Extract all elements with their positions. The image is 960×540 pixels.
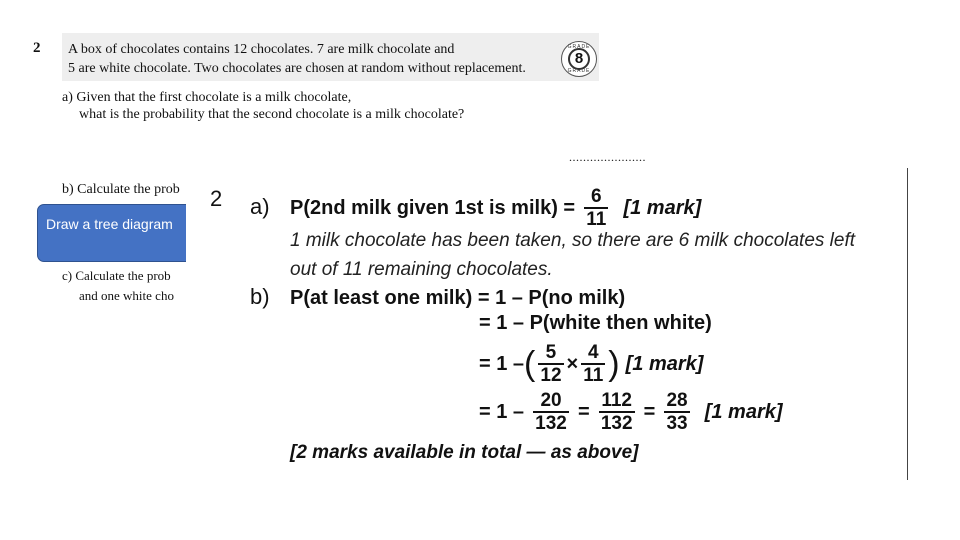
- fraction-denominator: 132: [600, 413, 633, 434]
- ms-part-b-line3-mark: [1 mark]: [625, 352, 704, 375]
- question-intro-line2: 5 are white chocolate. Two chocolates are chosen at random without replacement.: [68, 61, 526, 76]
- fraction-numerator: 112: [599, 390, 635, 413]
- mark-scheme-part-b: [250, 284, 783, 464]
- ms-part-a-fraction: [584, 186, 608, 230]
- ms-part-a-note-line1: 1 milk chocolate has been taken, so there are 6 milk chocolates left: [290, 230, 856, 251]
- part-b-label: b): [62, 182, 74, 197]
- close-paren: ): [608, 345, 620, 383]
- fraction-denominator: 12: [540, 365, 562, 386]
- question-intro: [68, 40, 526, 78]
- ms-total-marks: [2 marks available in total — as above]: [290, 442, 639, 463]
- fraction-denominator: 132: [535, 413, 567, 434]
- part-b-text: Calculate the prob: [77, 182, 180, 197]
- times-sign: ×: [566, 352, 579, 375]
- part-a-label: a): [62, 90, 73, 105]
- tree-diagram-callout: Draw a tree diagram: [37, 204, 237, 262]
- part-c-line2: and one white cho: [79, 288, 174, 303]
- grade-badge-bottom-text: GRADE: [567, 68, 591, 74]
- ms-part-a-lhs: P(2nd milk given 1st is milk) =: [290, 196, 576, 219]
- mark-scheme-question-number: 2: [210, 186, 223, 211]
- grade-badge-number: 8: [568, 48, 590, 70]
- grade-badge-top-text: GRADE: [567, 44, 591, 50]
- fraction-numerator: 28: [666, 390, 688, 411]
- grade-badge-icon: [561, 41, 597, 77]
- ms-fraction-4-11: [581, 342, 605, 386]
- question-part-b: [62, 182, 180, 198]
- question-intro-line1: A box of chocolates contains 12 chocolates. 7 are milk chocolate and: [68, 42, 455, 57]
- open-paren: (: [524, 345, 536, 383]
- part-c-line1: Calculate the prob: [75, 268, 171, 283]
- ms-part-b-line3-prefix: = 1 –: [479, 352, 525, 375]
- fraction-numerator: 20: [533, 390, 569, 413]
- equals-sign: =: [643, 400, 656, 423]
- ms-fraction-5-12: [538, 342, 563, 386]
- mark-scheme-part-a: [250, 186, 855, 284]
- ms-fraction-112-132: [599, 390, 635, 434]
- ms-part-a-label: a): [250, 193, 270, 219]
- question-part-c: [62, 266, 174, 306]
- equals-sign: =: [578, 400, 590, 423]
- ms-part-b-line2: = 1 – P(white then white): [479, 312, 712, 334]
- ms-part-b-line4: [479, 390, 783, 442]
- fraction-numerator: 4: [581, 342, 605, 365]
- fraction-denominator: 11: [583, 365, 604, 386]
- ms-part-a-mark: [1 mark]: [623, 196, 702, 219]
- ms-fraction-28-33: [664, 390, 689, 434]
- question-number: 2: [33, 40, 41, 56]
- fraction-numerator: 5: [538, 342, 563, 365]
- ms-part-b-line1: P(at least one milk) = 1 – P(no milk): [290, 287, 626, 309]
- answer-line: ......................: [569, 150, 646, 164]
- ms-part-b-line4-mark: [1 mark]: [704, 400, 783, 423]
- fraction-numerator: 6: [584, 186, 608, 209]
- fraction-denominator: 11: [586, 209, 607, 230]
- fraction-denominator: 33: [666, 413, 688, 434]
- question-part-a: [62, 89, 464, 123]
- part-c-label: c): [62, 268, 73, 283]
- part-a-line2: what is the probability that the second chocolate is a milk chocolate?: [79, 107, 465, 122]
- ms-part-b-line3: [479, 342, 783, 390]
- ms-part-b-line4-prefix: = 1 –: [479, 400, 525, 423]
- ms-fraction-20-132: [533, 390, 569, 434]
- part-a-line1: Given that the first chocolate is a milk chocolate,: [76, 90, 352, 105]
- ms-part-a-note-line2: out of 11 remaining chocolates.: [290, 259, 553, 280]
- ms-part-b-label: b): [250, 284, 270, 309]
